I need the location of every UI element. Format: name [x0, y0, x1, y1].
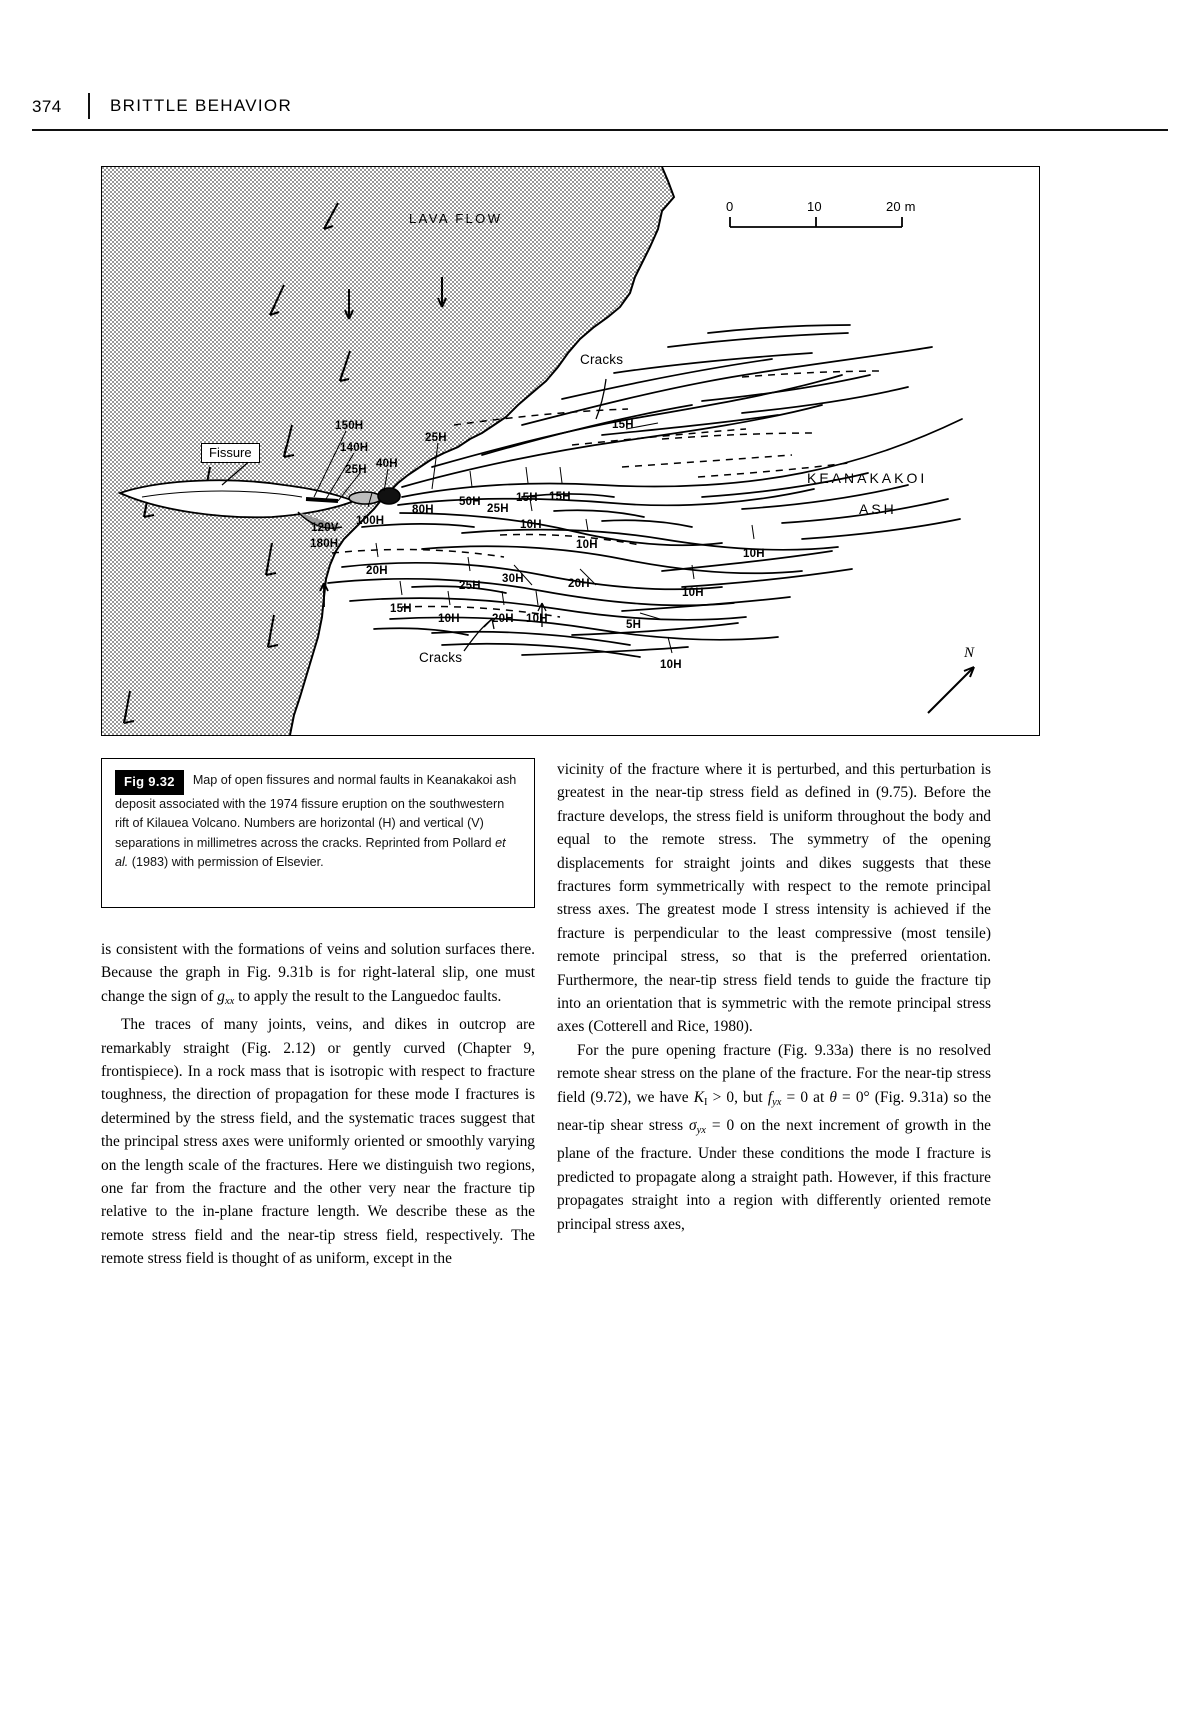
- caption-line-1: Map of open fissures and normal faults in: [192, 773, 424, 787]
- map-label-lava-flow: LAVA FLOW: [409, 211, 503, 226]
- scale-tick-20m: 20 m: [886, 199, 916, 214]
- caption-body-a: Keanakakoi ash deposit associated with the 1974 fissure eruption on the southwestern rift of Kilauea Volcano. Numbers are horizontal (H) and vertical (V) separations in millimetres across the cracks. Reprinted from Pollard: [115, 773, 517, 850]
- north-arrow: [928, 667, 974, 713]
- caption-text: [115, 770, 521, 873]
- running-head: [0, 95, 1200, 145]
- caption-etal: et al.: [115, 835, 506, 870]
- north-label: N: [964, 645, 975, 661]
- separation-label: 10H: [438, 613, 460, 625]
- separation-label: 180H: [310, 538, 339, 550]
- separation-label: 140H: [340, 442, 369, 454]
- separation-label: 150H: [335, 420, 364, 432]
- separation-label: 20H: [492, 613, 514, 625]
- header-rule: [32, 129, 1168, 131]
- separation-label: 10H: [743, 548, 765, 560]
- separation-label: 15H: [549, 491, 571, 503]
- separation-label: 30H: [502, 573, 524, 585]
- separation-label: 25H: [487, 503, 509, 515]
- separation-label: 10H: [526, 613, 548, 625]
- separation-label: 20H: [568, 578, 590, 590]
- separation-label: 10H: [520, 519, 542, 531]
- map-label-fissure: Fissure: [201, 443, 260, 463]
- separation-label: 120V: [311, 522, 339, 534]
- figure-9-32: [101, 166, 1040, 736]
- body-column-left: [101, 938, 535, 1271]
- map-label-cracks-upper: Cracks: [580, 352, 624, 367]
- separation-label: 40H: [376, 458, 398, 470]
- caption-body-b: (1983) with permission of Elsevier.: [128, 855, 324, 870]
- separation-label: 10H: [682, 587, 704, 599]
- separation-label: 15H: [516, 492, 538, 504]
- separation-label: 10H: [576, 539, 598, 551]
- map-label-cracks-lower: Cracks: [419, 650, 463, 665]
- scale-tick-10: 10: [807, 199, 822, 214]
- paragraph-right-2: For the pure opening fracture (Fig. 9.33a) there is no resolved remote shear stress on the plane of the fracture. For the near-tip stress field (9.72), we have $K_I > 0$, but $f_{yx} = 0$ at θ = 0° (Fig. 9.31a) so the near-tip shear stress $\sigma_{yx} = 0$ on the next increment of growth in the plane of the fracture. Under these conditions the mode I fracture is predicted to propagate along a straight path. However, if this fracture propagates straight into a region with differently oriented remote principal stress axes,: [557, 1041, 992, 1233]
- body-column-right: [557, 758, 991, 1236]
- separation-label: 100H: [356, 515, 385, 527]
- scale-bar: [730, 217, 902, 227]
- separation-label: 80H: [412, 504, 434, 516]
- separation-label: 5H: [626, 619, 642, 631]
- page-number: 374: [32, 97, 62, 116]
- separation-label: 25H: [459, 580, 481, 592]
- separation-label: 10H: [660, 659, 682, 671]
- cracks-upper-leader: [596, 379, 606, 419]
- separation-label: 15H: [390, 603, 412, 615]
- figure-number-tag: Fig 9.32: [115, 770, 184, 795]
- figure-caption: [101, 758, 535, 908]
- paragraph-right-1: vicinity of the fracture where it is perturbed, and this perturbation is greatest in the near-tip stress field as defined in (9.75). Before the fracture develops, the stress field is uniform throughout the body and equal to the remote stress. The symmetry of the opening displacements for straight joints and dikes suggests that these fractures form symmetrically with respect to the remote principal stress axes. The greatest mode I stress intensity is achieved if the fracture is perpendicular to the least compressive (most tensile) remote principal stress, so that is the preferred orientation. Furthermore, the near-tip stress field tends to guide the fracture tip into an orientation that is symmetric with the remote principal stress axes (Cotterell and Rice, 1980).: [557, 761, 991, 1036]
- chapter-title: BRITTLE BEHAVIOR: [110, 96, 293, 115]
- scale-tick-0: 0: [726, 199, 734, 214]
- paragraph-left-2: The traces of many joints, veins, and dikes in outcrop are remarkably straight (Fig. 2.12) or gently curved (Chapter 9, frontispiece). In a rock mass that is isotropic with respect to fracture toughness, the direction of propagation for these mode I fractures is determined by the stress field, and the systematic traces suggest that the principal stress axes were uniformly oriented or smoothly varying on the length scale of the fractures. Here we distinguish two regions, one far from the fracture and the other very near the fracture tip relative to the in-plane fracture length. We describe these as the remote stress field and the near-tip stress field, respectively. The remote stress field is thought of as uniform, except in the: [101, 1016, 535, 1268]
- paragraph-left-1: is consistent with the formations of veins and solution surfaces there. Because the graph in Fig. 9.31b is for right-lateral slip, one must change the sign of $g_{xx}$ to apply the result to the Languedoc faults.: [101, 941, 535, 1007]
- separation-label: 15H: [612, 419, 634, 431]
- map-label-ash: ASH: [859, 501, 897, 517]
- separation-label: 25H: [425, 432, 447, 444]
- separation-label: 50H: [459, 496, 481, 508]
- separation-label: 20H: [366, 565, 388, 577]
- separation-label: 25H: [345, 464, 367, 476]
- header-divider: [88, 93, 90, 119]
- map-label-keanakakoi: KEANAKAKOI: [807, 470, 928, 486]
